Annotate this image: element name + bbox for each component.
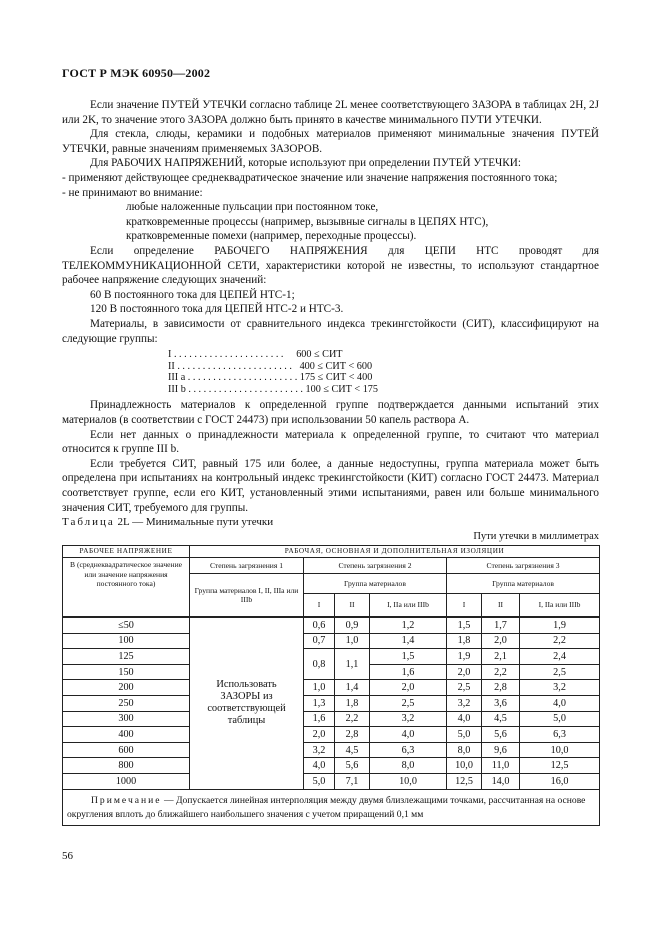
- header-pollution-3: Степень загрязнения 3: [447, 558, 600, 574]
- group-line: I . . . . . . . . . . . . . . . . . . . . . . 600 ≤ СИТ: [168, 349, 343, 361]
- table-row: 125 0,8 1,1 1,5 1,9 2,1 2,4: [63, 649, 600, 665]
- creepage-table: [62, 545, 600, 826]
- header-voltage-sub: В (среднеквадратическое значение или значение напряжения постоянного тока): [63, 558, 190, 618]
- group-line: II . . . . . . . . . . . . . . . . . . . . . . . 400 ≤ СИТ < 600: [168, 360, 373, 372]
- table-row: 200 1,0 1,4 2,0 2,5 2,8 3,2: [63, 680, 600, 696]
- table-row: 600 3,2 4,5 6,3 8,0 9,6 10,0: [63, 742, 600, 758]
- table-row: 400 2,0 2,8 4,0 5,0 5,6 6,3: [63, 727, 600, 743]
- table-note: Примечание — Допускается линейная интерполяция между двумя близлежащими точками, рассчитанная на основе округления вплоть до ближайшего наибольшего значения с учетом приращений 0,1 мм: [63, 789, 600, 825]
- header-groups-2: Группа материалов: [304, 574, 447, 594]
- table-row: 300 1,6 2,2 3,2 4,0 4,5 5,0: [63, 711, 600, 727]
- paragraph: Если нет данных о принадлежности материала к определенной группе, то считают что материал относится к группе III b.: [62, 428, 599, 456]
- table-caption: Таблица 2L — Минимальные пути утечки: [62, 516, 274, 528]
- paragraph: Для РАБОЧИХ НАПРЯЖЕНИЙ, которые используют при определении ПУТЕЙ УТЕЧКИ:: [90, 157, 521, 170]
- paragraph: 120 В постоянного тока для ЦЕПЕЙ НТС-2 и НТС-3.: [90, 303, 344, 316]
- header-pollution-2: Степень загрязнения 2: [304, 558, 447, 574]
- header-group-II: II: [335, 594, 370, 618]
- material-groups: [62, 349, 599, 395]
- header-group-I: I: [447, 594, 482, 618]
- header-group-II: II: [482, 594, 520, 618]
- paragraph: - не принимают во внимание:: [62, 186, 203, 199]
- paragraph: Для стекла, слюды, керамики и подобных материалов применяют минимальные значения ПУТЕЙ УТЕЧКИ, равные значениям применяемых ЗАЗОРОВ.: [62, 128, 599, 155]
- table-row: 1000 5,0 7,1 10,0 12,5 14,0 16,0: [63, 773, 600, 789]
- paragraph: Если значение ПУТЕЙ УТЕЧКИ согласно таблице 2L менее соответствующего ЗАЗОРА в таблицах 2Н, 2J или 2K, то значение этого ЗАЗОРА должно быть принято в качестве минимального ПУТИ УТЕЧКИ.: [62, 99, 599, 126]
- paragraph: Если определение РАБОЧЕГО НАПРЯЖЕНИЯ для ЦЕПИ НТС проводят для ТЕЛЕКОММУНИКАЦИОННОЙ СЕТИ, характеристики которой не известны, то используют стандартное рабочее напряжение следующих значений:: [62, 244, 599, 287]
- group-line: III a . . . . . . . . . . . . . . . . . . . . . . 175 ≤ СИТ < 400: [168, 372, 373, 384]
- paragraph: - применяют действующее среднеквадратическое значение или значение напряжения постоянного тока;: [62, 171, 558, 184]
- paragraph: Материалы, в зависимости от сравнительного индекса трекингстойкости (СИТ), классифицируют на следующие группы:: [62, 317, 599, 345]
- header-group-1: Группа материалов I, II, IIIa или IIIb: [190, 574, 304, 618]
- paragraph: 60 В постоянного тока для ЦЕПЕЙ НТС-1;: [90, 288, 295, 301]
- header-group-I: I: [304, 594, 335, 618]
- header-groups-3: Группа материалов: [447, 574, 600, 594]
- paragraph: Принадлежность материалов к определенной группе подтверждается данными испытаний этих материалов (в соответствии с ГОСТ 24473) при использовании 50 капель раствора А.: [62, 399, 599, 427]
- page-header: ГОСТ Р МЭК 60950—2002: [62, 66, 211, 80]
- header-group-I-II-III: I, IIa или IIIb: [520, 594, 600, 618]
- table-unit: Пути утечки в миллиметрах: [473, 531, 599, 542]
- header-group-I-II-III: I, IIa или IIIb: [370, 594, 447, 618]
- header-pollution-1: Степень загрязнения 1: [190, 558, 304, 574]
- use-clearances-cell: Использовать ЗАЗОРЫ из соответствующей таблицы: [190, 617, 304, 789]
- header-voltage: РАБОЧЕЕ НАПРЯЖЕНИЕ: [63, 546, 190, 558]
- table-row: 800 4,0 5,6 8,0 10,0 11,0 12,5: [63, 758, 600, 774]
- group-line: III b . . . . . . . . . . . . . . . . . . . . . . . 100 ≤ СИТ < 175: [168, 383, 378, 395]
- header-insulation: РАБОЧАЯ, ОСНОВНАЯ И ДОПОЛНИТЕЛЬНАЯ ИЗОЛЯЦИИ: [190, 546, 600, 558]
- table-row: ≤50 Использовать ЗАЗОРЫ из соответствующей таблицы 0,6 0,9 1,2 1,5 1,7 1,9: [63, 617, 600, 633]
- body-text: [62, 98, 599, 515]
- paragraph: Если требуется СИТ, равный 175 или более, а данные недоступны, группа материала может быть определена при испытаниях на контрольный индекс трекингстойкости (КИТ) согласно ГОСТ 24473. Материал соответствует группе, если его КИТ, установленный этими испытаниями, равен или больше минимального значения СИТ, требуемого для группы.: [62, 457, 599, 514]
- table-row: 150 1,6 2,0 2,2 2,5: [63, 664, 600, 680]
- list-item: любые наложенные пульсации при постоянном токе,: [126, 201, 379, 214]
- table-row: 250 1,3 1,8 2,5 3,2 3,6 4,0: [63, 695, 600, 711]
- page-number: 56: [62, 850, 73, 862]
- list-item: кратковременные процессы (например, вызывные сигналы в ЦЕПЯХ НТС),: [126, 215, 489, 228]
- list-item: кратковременные помехи (например, переходные процессы).: [126, 230, 417, 243]
- table-row: 100 0,7 1,0 1,4 1,8 2,0 2,2: [63, 633, 600, 649]
